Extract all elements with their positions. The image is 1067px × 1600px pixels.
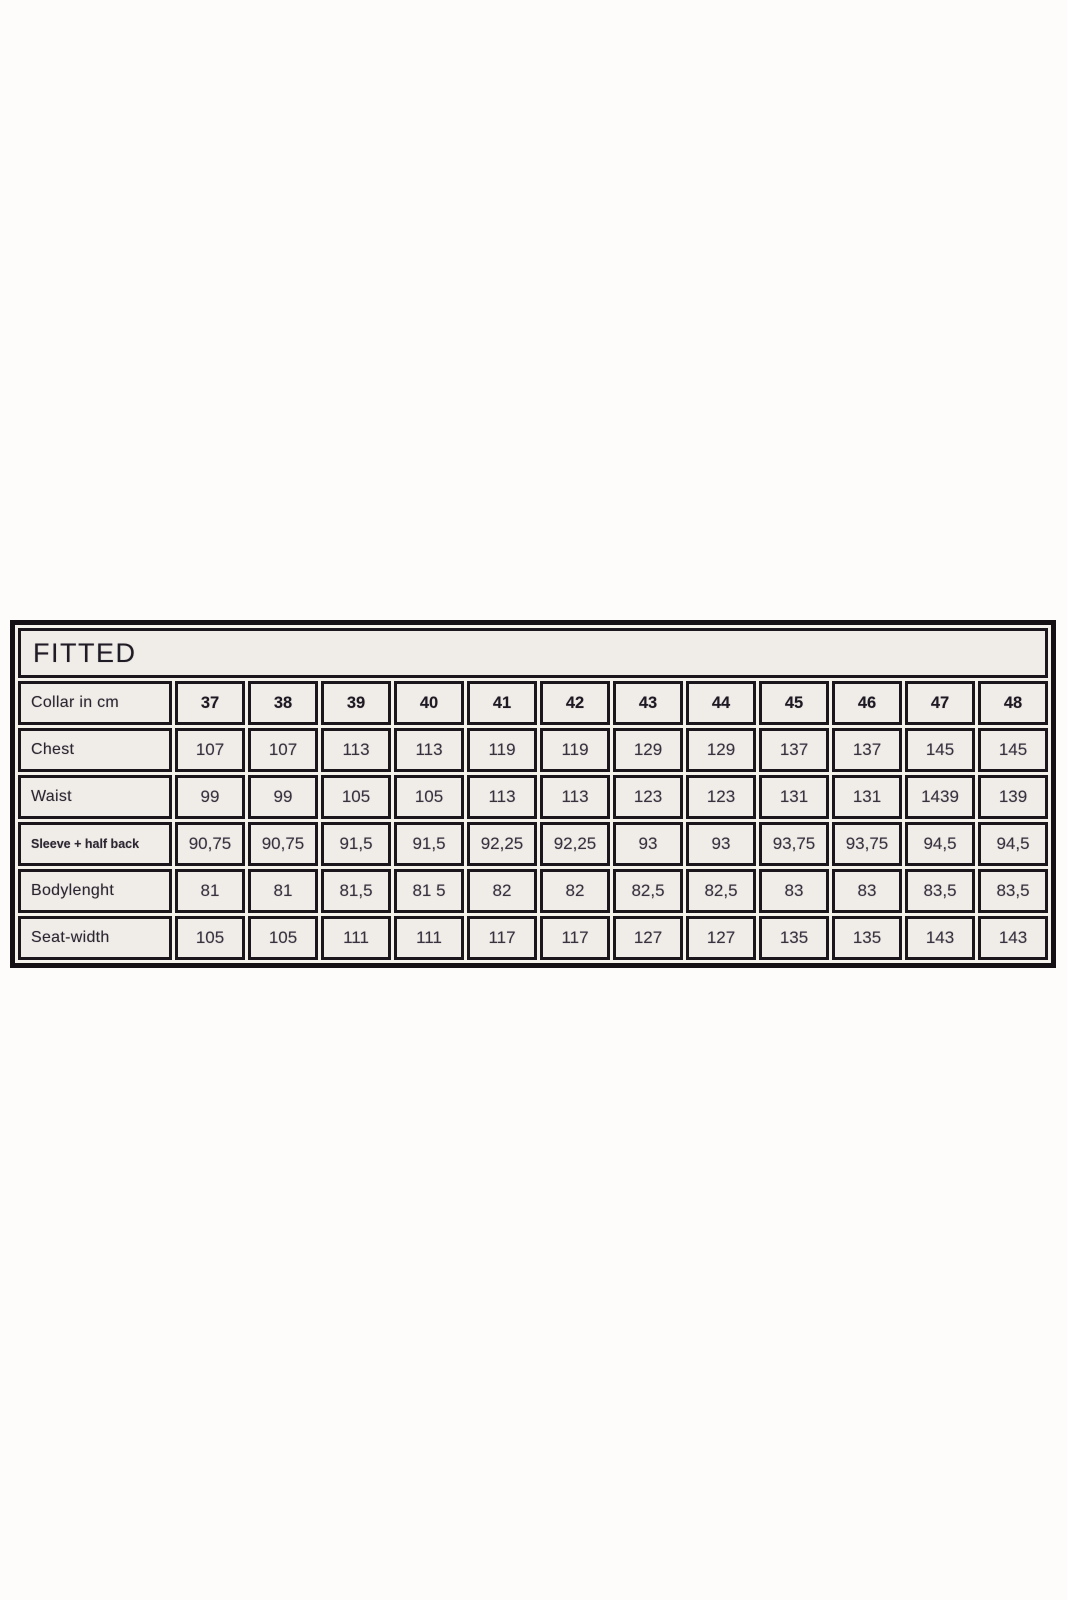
measurement-row-label: Seat-width xyxy=(18,916,172,960)
measurement-value-cell: 93 xyxy=(613,822,683,866)
measurement-value-cell: 92,25 xyxy=(467,822,537,866)
measurement-value-cell: 137 xyxy=(832,728,902,772)
collar-size-header: 38 xyxy=(248,681,318,725)
measurement-value-cell: 117 xyxy=(540,916,610,960)
measurement-row-label: Sleeve + half back xyxy=(18,822,172,866)
collar-size-header: 42 xyxy=(540,681,610,725)
measurement-value-cell: 92,25 xyxy=(540,822,610,866)
collar-size-header: 40 xyxy=(394,681,464,725)
title-row xyxy=(18,628,1048,678)
collar-size-header: 37 xyxy=(175,681,245,725)
measurement-value-cell: 123 xyxy=(686,775,756,819)
measurement-value-cell: 94,5 xyxy=(905,822,975,866)
measurement-value-cell: 131 xyxy=(759,775,829,819)
measurement-value-cell: 82 xyxy=(467,869,537,913)
measurement-value-cell: 82 xyxy=(540,869,610,913)
measurement-value-cell: 145 xyxy=(905,728,975,772)
measurement-value-cell: 113 xyxy=(467,775,537,819)
measurement-value-cell: 81 5 xyxy=(394,869,464,913)
measurement-value-cell: 137 xyxy=(759,728,829,772)
measurement-value-cell: 107 xyxy=(248,728,318,772)
measurement-value-cell: 90,75 xyxy=(248,822,318,866)
measurement-value-cell: 135 xyxy=(832,916,902,960)
measurement-value-cell: 119 xyxy=(467,728,537,772)
collar-size-header-row xyxy=(18,681,1048,725)
measurement-value-cell: 113 xyxy=(540,775,610,819)
measurement-value-cell: 129 xyxy=(613,728,683,772)
measurement-value-cell: 83,5 xyxy=(905,869,975,913)
measurement-value-cell: 81,5 xyxy=(321,869,391,913)
measurement-row-label: Bodylenght xyxy=(18,869,172,913)
measurement-row xyxy=(18,869,1048,913)
measurement-value-cell: 129 xyxy=(686,728,756,772)
measurement-value-cell: 111 xyxy=(321,916,391,960)
table-title: FITTED xyxy=(18,628,1048,678)
measurement-value-cell: 91,5 xyxy=(394,822,464,866)
measurement-value-cell: 91,5 xyxy=(321,822,391,866)
measurement-value-cell: 82,5 xyxy=(613,869,683,913)
measurement-value-cell: 99 xyxy=(175,775,245,819)
measurement-value-cell: 123 xyxy=(613,775,683,819)
collar-size-header: 48 xyxy=(978,681,1048,725)
measurement-value-cell: 93,75 xyxy=(759,822,829,866)
measurement-value-cell: 143 xyxy=(905,916,975,960)
collar-size-header: 45 xyxy=(759,681,829,725)
measurement-value-cell: 83 xyxy=(832,869,902,913)
measurement-value-cell: 113 xyxy=(321,728,391,772)
measurement-value-cell: 127 xyxy=(613,916,683,960)
fitted-size-chart-table xyxy=(10,620,1056,968)
measurement-value-cell: 93 xyxy=(686,822,756,866)
measurement-row xyxy=(18,916,1048,960)
measurement-value-cell: 107 xyxy=(175,728,245,772)
measurement-value-cell: 145 xyxy=(978,728,1048,772)
collar-header-label: Collar in cm xyxy=(18,681,172,725)
measurement-value-cell: 143 xyxy=(978,916,1048,960)
measurement-value-cell: 135 xyxy=(759,916,829,960)
measurement-value-cell: 83 xyxy=(759,869,829,913)
measurement-row-label: Chest xyxy=(18,728,172,772)
measurement-value-cell: 113 xyxy=(394,728,464,772)
measurement-row xyxy=(18,822,1048,866)
measurement-value-cell: 81 xyxy=(175,869,245,913)
collar-size-header: 39 xyxy=(321,681,391,725)
collar-size-header: 41 xyxy=(467,681,537,725)
measurement-value-cell: 90,75 xyxy=(175,822,245,866)
measurement-row-label: Waist xyxy=(18,775,172,819)
measurement-value-cell: 131 xyxy=(832,775,902,819)
measurement-value-cell: 111 xyxy=(394,916,464,960)
measurement-value-cell: 82,5 xyxy=(686,869,756,913)
measurement-value-cell: 99 xyxy=(248,775,318,819)
collar-size-header: 43 xyxy=(613,681,683,725)
measurement-value-cell: 105 xyxy=(394,775,464,819)
measurement-value-cell: 105 xyxy=(248,916,318,960)
measurement-row xyxy=(18,775,1048,819)
measurement-value-cell: 1439 xyxy=(905,775,975,819)
measurement-value-cell: 83,5 xyxy=(978,869,1048,913)
measurement-value-cell: 94,5 xyxy=(978,822,1048,866)
measurement-value-cell: 81 xyxy=(248,869,318,913)
measurement-value-cell: 117 xyxy=(467,916,537,960)
measurement-row xyxy=(18,728,1048,772)
measurement-value-cell: 105 xyxy=(321,775,391,819)
collar-size-header: 47 xyxy=(905,681,975,725)
measurement-value-cell: 105 xyxy=(175,916,245,960)
collar-size-header: 44 xyxy=(686,681,756,725)
collar-size-header: 46 xyxy=(832,681,902,725)
measurement-value-cell: 139 xyxy=(978,775,1048,819)
measurement-value-cell: 93,75 xyxy=(832,822,902,866)
measurement-value-cell: 127 xyxy=(686,916,756,960)
measurement-value-cell: 119 xyxy=(540,728,610,772)
